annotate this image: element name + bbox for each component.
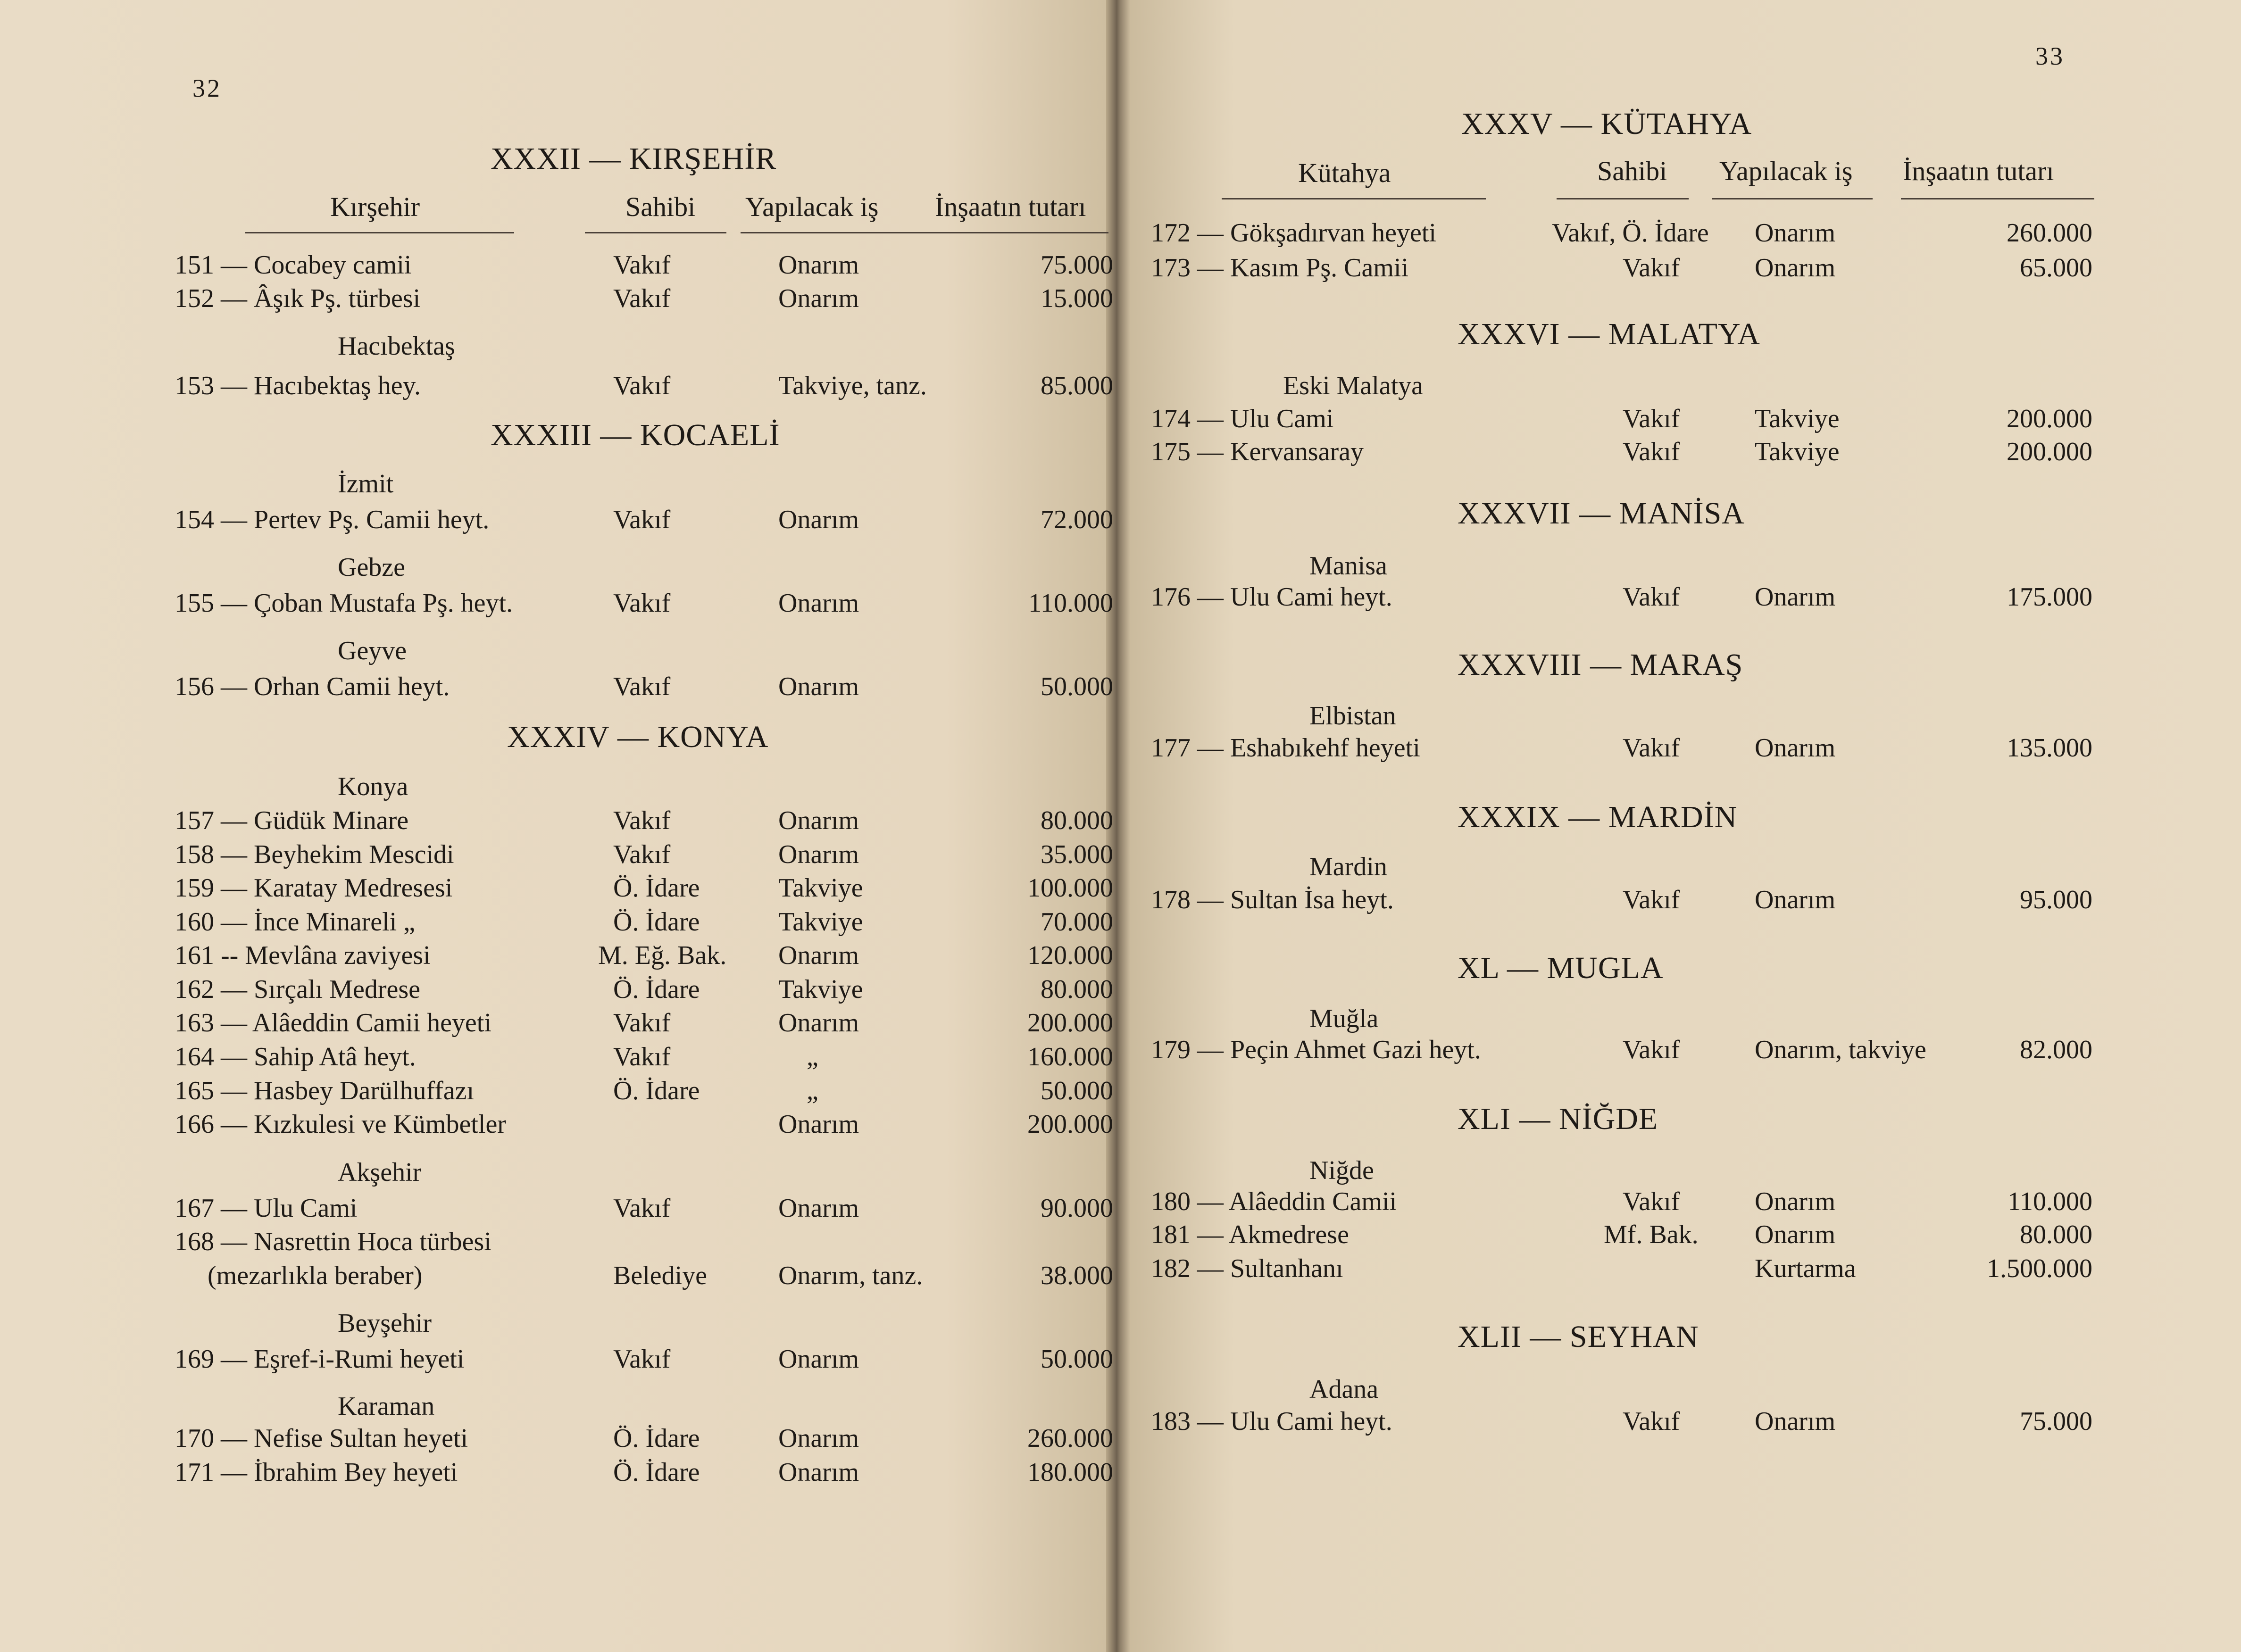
city-heading: Gebze xyxy=(338,553,406,582)
entry-work: Takviye xyxy=(1755,404,1840,433)
section-heading: XLII — SEYHAN xyxy=(1458,1320,1699,1354)
entry-cost: 35.000 xyxy=(1041,840,1113,869)
entry-work: Onarım xyxy=(778,505,859,534)
entry-cost: 80.000 xyxy=(1041,975,1113,1004)
entry-cost: 1.500.000 xyxy=(1987,1254,2092,1283)
entry-name: 160 — İnce Minareli „ xyxy=(175,907,416,937)
entry-cost: 100.000 xyxy=(1027,873,1113,903)
entry-work: Onarım xyxy=(778,1458,859,1487)
header-rule-place xyxy=(245,232,514,233)
entry-cost: 180.000 xyxy=(1027,1458,1113,1487)
entry-owner: Vakıf xyxy=(1623,1187,1680,1216)
entry-name: 175 — Kervansaray xyxy=(1151,437,1364,466)
column-header-cost: İnşaatın tutarı xyxy=(1903,156,2054,186)
section-heading: XXXIX — MARDİN xyxy=(1458,800,1738,834)
entry-cost: 260.000 xyxy=(2007,218,2092,248)
entry-name: 163 — Alâeddin Camii heyeti xyxy=(175,1008,492,1038)
column-header-place: Kütahya xyxy=(1298,158,1391,188)
entry-name: 166 — Kızkulesi ve Kümbetler xyxy=(175,1110,506,1139)
entry-work: Takviye xyxy=(778,907,863,937)
entry-cost: 200.000 xyxy=(2007,404,2092,433)
entry-work: Onarım xyxy=(1755,733,1836,763)
entry-cost: 50.000 xyxy=(1041,1345,1113,1374)
entry-cost: 50.000 xyxy=(1041,672,1113,701)
entry-owner: Vakıf xyxy=(613,505,671,534)
entry-work: Onarım xyxy=(778,1424,859,1453)
entry-cost: 110.000 xyxy=(1028,589,1113,618)
entry-cost: 50.000 xyxy=(1041,1076,1113,1105)
entry-name: 172 — Gökşadırvan heyeti xyxy=(1151,218,1436,248)
entry-cost: 260.000 xyxy=(1027,1424,1113,1453)
entry-work: „ xyxy=(807,1076,818,1105)
entry-work: Onarım xyxy=(778,284,859,313)
column-header-owner: Sahibi xyxy=(625,191,696,222)
column-header-place: Kırşehir xyxy=(330,191,420,222)
entry-cost: 160.000 xyxy=(1027,1042,1113,1071)
entry-owner: Belediye xyxy=(613,1261,708,1290)
entry-cost: 120.000 xyxy=(1027,941,1113,970)
section-heading: XXXIV — KONYA xyxy=(507,720,769,754)
entry-name: 161 -- Mevlâna zaviyesi xyxy=(175,941,431,970)
entry-cost: 75.000 xyxy=(1041,250,1113,280)
city-heading: Muğla xyxy=(1309,1004,1379,1033)
entry-name: 154 — Pertev Pş. Camii heyt. xyxy=(175,505,490,534)
city-heading: Adana xyxy=(1309,1375,1379,1404)
city-heading: Niğde xyxy=(1309,1156,1374,1185)
entry-name: 159 — Karatay Medresesi xyxy=(175,873,453,903)
entry-work: Onarım xyxy=(1755,582,1836,612)
entry-cost: 80.000 xyxy=(2020,1220,2092,1249)
entry-name: 153 — Hacıbektaş hey. xyxy=(175,371,421,400)
entry-name: 157 — Güdük Minare xyxy=(175,806,409,835)
city-heading: Mardin xyxy=(1309,852,1387,881)
entry-work: Onarım, takviye xyxy=(1755,1035,1926,1064)
entry-owner: Vakıf xyxy=(1623,404,1680,433)
entry-owner: Vakıf xyxy=(613,1042,671,1071)
section-heading: XXXIII — KOCAELİ xyxy=(491,418,780,452)
city-heading: Beyşehir xyxy=(338,1309,432,1338)
left-page xyxy=(0,0,1113,1652)
entry-work: Takviye, tanz. xyxy=(778,371,927,400)
entry-cost: 65.000 xyxy=(2020,253,2092,282)
entry-owner: Vakıf, Ö. İdare xyxy=(1552,218,1709,248)
entry-cost: 200.000 xyxy=(2007,437,2092,466)
entry-name: 151 — Cocabey camii xyxy=(175,250,412,280)
entry-cost: 80.000 xyxy=(1041,806,1113,835)
entry-work: Kurtarma xyxy=(1755,1254,1856,1283)
entry-work: Onarım, tanz. xyxy=(778,1261,923,1290)
entry-name: 181 — Akmedrese xyxy=(1151,1220,1349,1249)
entry-cost: 110.000 xyxy=(2008,1187,2092,1216)
entry-name: 176 — Ulu Cami heyt. xyxy=(1151,582,1392,612)
header-rule-work xyxy=(1712,198,1873,199)
entry-name: (mezarlıkla beraber) xyxy=(208,1261,423,1290)
entry-cost: 70.000 xyxy=(1041,907,1113,937)
entry-work: Onarım xyxy=(1755,885,1836,914)
entry-cost: 175.000 xyxy=(2007,582,2092,612)
entry-work: Onarım xyxy=(778,1194,859,1223)
entry-owner: Vakıf xyxy=(613,672,671,701)
entry-cost: 72.000 xyxy=(1041,505,1113,534)
city-heading: Manisa xyxy=(1309,551,1387,581)
header-rule-place xyxy=(1222,198,1486,199)
entry-owner: Vakıf xyxy=(1623,733,1680,763)
entry-cost: 15.000 xyxy=(1041,284,1113,313)
entry-cost: 38.000 xyxy=(1041,1261,1113,1290)
entry-work: Onarım xyxy=(1755,218,1836,248)
entry-owner: Vakıf xyxy=(613,1345,671,1374)
entry-owner: M. Eğ. Bak. xyxy=(598,941,727,970)
entry-work: Onarım xyxy=(1755,253,1836,282)
entry-owner: Vakıf xyxy=(1623,253,1680,282)
entry-owner: Vakıf xyxy=(613,840,671,869)
entry-owner: Vakıf xyxy=(613,589,671,618)
entry-name: 177 — Eshabıkehf heyeti xyxy=(1151,733,1420,763)
section-heading: XL — MUGLA xyxy=(1458,951,1664,985)
entry-owner: Vakıf xyxy=(1623,1407,1680,1436)
entry-cost: 200.000 xyxy=(1027,1008,1113,1038)
header-rule-work xyxy=(741,232,939,233)
entry-owner: Vakıf xyxy=(1623,885,1680,914)
entry-cost: 85.000 xyxy=(1041,371,1113,400)
column-header-owner: Sahibi xyxy=(1597,156,1667,186)
section-heading: XXXVII — MANİSA xyxy=(1458,496,1745,531)
entry-work: Onarım xyxy=(778,589,859,618)
entry-cost: 82.000 xyxy=(2020,1035,2092,1064)
entry-name: 179 — Peçin Ahmet Gazi heyt. xyxy=(1151,1035,1481,1064)
entry-work: „ xyxy=(807,1042,818,1071)
entry-name: 155 — Çoban Mustafa Pş. heyt. xyxy=(175,589,513,618)
entry-name: 152 — Âşık Pş. türbesi xyxy=(175,284,421,313)
city-heading: Geyve xyxy=(338,636,407,665)
entry-name: 180 — Alâeddin Camii xyxy=(1151,1187,1397,1216)
column-header-work: Yapılacak iş xyxy=(1719,156,1853,186)
page-number: 33 xyxy=(2035,42,2065,70)
entry-owner: Vakıf xyxy=(1623,437,1680,466)
entry-work: Onarım xyxy=(1755,1187,1836,1216)
city-heading: Elbistan xyxy=(1309,701,1396,731)
entry-owner: Vakıf xyxy=(613,806,671,835)
entry-owner: Ö. İdare xyxy=(613,907,700,937)
entry-name: 174 — Ulu Cami xyxy=(1151,404,1334,433)
header-rule-owner xyxy=(1557,198,1689,199)
entry-owner: Ö. İdare xyxy=(613,1424,700,1453)
column-header-cost: İnşaatın tutarı xyxy=(935,191,1086,222)
entry-work: Onarım xyxy=(778,806,859,835)
entry-owner: Vakıf xyxy=(613,1194,671,1223)
entry-work: Onarım xyxy=(1755,1407,1836,1436)
entry-work: Onarım xyxy=(778,941,859,970)
entry-owner: Vakıf xyxy=(613,284,671,313)
entry-name: 165 — Hasbey Darülhuffazı xyxy=(175,1076,475,1105)
city-heading: Karaman xyxy=(338,1392,435,1421)
entry-name: 173 — Kasım Pş. Camii xyxy=(1151,253,1409,282)
entry-name: 167 — Ulu Cami xyxy=(175,1194,358,1223)
column-header-work: Yapılacak iş xyxy=(745,191,879,222)
entry-work: Takviye xyxy=(1755,437,1840,466)
entry-name: 170 — Nefise Sultan heyeti xyxy=(175,1424,468,1453)
entry-name: 164 — Sahip Atâ heyt. xyxy=(175,1042,416,1071)
city-heading: Konya xyxy=(338,772,408,801)
entry-name: 168 — Nasrettin Hoca türbesi xyxy=(175,1227,492,1256)
entry-work: Onarım xyxy=(778,840,859,869)
entry-owner: Ö. İdare xyxy=(613,975,700,1004)
entry-cost: 200.000 xyxy=(1027,1110,1113,1139)
entry-work: Onarım xyxy=(778,1008,859,1038)
entry-owner: Vakıf xyxy=(1623,582,1680,612)
entry-work: Onarım xyxy=(778,1110,859,1139)
entry-owner: Mf. Bak. xyxy=(1604,1220,1699,1249)
section-heading: XXXII — KIRŞEHİR xyxy=(491,141,777,176)
entry-name: 162 — Sırçalı Medrese xyxy=(175,975,420,1004)
entry-work: Takviye xyxy=(778,975,863,1004)
entry-owner: Ö. İdare xyxy=(613,873,700,903)
entry-cost: 135.000 xyxy=(2007,733,2092,763)
entry-name: 171 — İbrahim Bey heyeti xyxy=(175,1458,458,1487)
section-heading: XXXVIII — MARAŞ xyxy=(1458,648,1743,682)
entry-owner: Vakıf xyxy=(613,371,671,400)
entry-owner: Vakıf xyxy=(613,1008,671,1038)
section-heading: XXXV — KÜTAHYA xyxy=(1461,107,1752,141)
header-rule-cost xyxy=(1901,198,2094,199)
section-heading: XLI — NİĞDE xyxy=(1458,1102,1658,1136)
city-heading: Eski Malatya xyxy=(1283,371,1424,400)
entry-work: Takviye xyxy=(778,873,863,903)
entry-cost: 75.000 xyxy=(2020,1407,2092,1436)
entry-name: 156 — Orhan Camii heyt. xyxy=(175,672,450,701)
entry-name: 169 — Eşref-i-Rumi heyeti xyxy=(175,1345,465,1374)
city-heading: İzmit xyxy=(338,469,394,498)
entry-cost: 95.000 xyxy=(2020,885,2092,914)
page-number: 32 xyxy=(192,74,222,102)
city-heading: Akşehir xyxy=(338,1158,422,1187)
entry-name: 183 — Ulu Cami heyt. xyxy=(1151,1407,1392,1436)
entry-work: Onarım xyxy=(778,672,859,701)
header-rule-owner xyxy=(585,232,726,233)
entry-cost: 90.000 xyxy=(1041,1194,1113,1223)
entry-work: Onarım xyxy=(1755,1220,1836,1249)
entry-owner: Vakıf xyxy=(1623,1035,1680,1064)
entry-owner: Vakıf xyxy=(613,250,671,280)
entry-name: 178 — Sultan İsa heyt. xyxy=(1151,885,1394,914)
entry-owner: Ö. İdare xyxy=(613,1076,700,1105)
city-heading: Hacıbektaş xyxy=(338,332,455,361)
entry-name: 182 — Sultanhanı xyxy=(1151,1254,1343,1283)
entry-work: Onarım xyxy=(778,250,859,280)
entry-name: 158 — Beyhekim Mescidi xyxy=(175,840,454,869)
entry-owner: Ö. İdare xyxy=(613,1458,700,1487)
entry-work: Onarım xyxy=(778,1345,859,1374)
header-rule-cost xyxy=(929,232,1108,233)
section-heading: XXXVI — MALATYA xyxy=(1458,317,1760,351)
